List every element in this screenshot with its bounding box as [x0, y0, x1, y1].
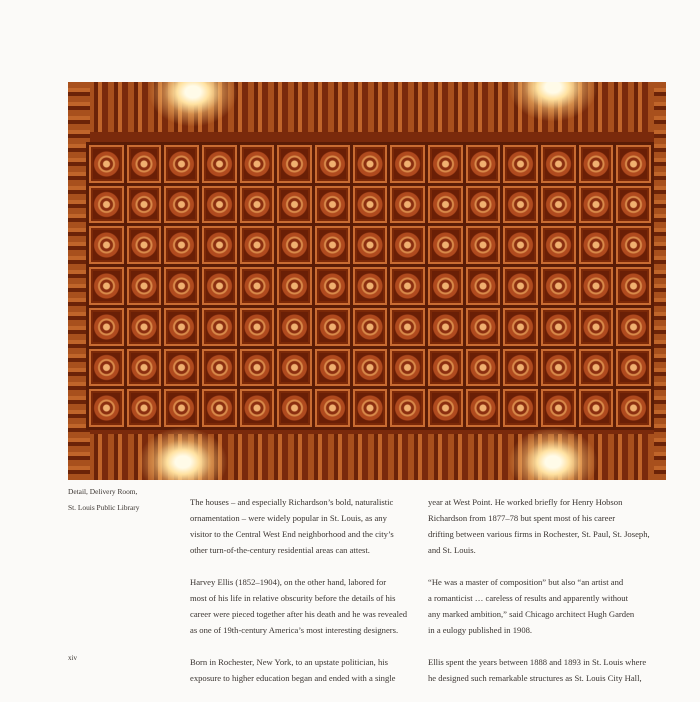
text-line: drifting between various firms in Rochester, St. Paul, St. Joseph,	[428, 529, 650, 539]
text-line: visitor to the Central West End neighborhood and the city’s	[190, 529, 394, 539]
coffer	[127, 389, 162, 427]
text-line: The houses – and especially Richardson’s bold, naturalistic	[190, 497, 394, 507]
text-line: other turn-of-the-century residential areas can attest.	[190, 545, 370, 555]
coffer	[277, 186, 312, 224]
photo-caption	[68, 484, 139, 516]
text-line: any marked ambition,” said Chicago architect Hugh Garden	[428, 609, 635, 619]
text-line: in a eulogy published in 1908.	[428, 625, 533, 635]
coffer	[616, 145, 651, 183]
coffer	[466, 186, 501, 224]
coffer	[579, 226, 614, 264]
coffer	[428, 145, 463, 183]
ceiling-photo	[68, 82, 666, 480]
coffer	[428, 267, 463, 305]
paragraph	[428, 654, 650, 686]
text-line: year at West Point. He worked briefly for Henry Hobson	[428, 497, 623, 507]
coffer	[240, 389, 275, 427]
coffer	[390, 308, 425, 346]
coffer	[579, 145, 614, 183]
coffer	[541, 389, 576, 427]
coffer	[240, 267, 275, 305]
coffer	[503, 308, 538, 346]
coffer	[164, 226, 199, 264]
coffer	[616, 349, 651, 387]
coffer	[315, 308, 350, 346]
text-column-2	[428, 494, 650, 702]
coffer	[541, 349, 576, 387]
coffer	[428, 308, 463, 346]
coffer	[390, 226, 425, 264]
coffer	[277, 349, 312, 387]
coffer	[353, 186, 388, 224]
coffer	[202, 349, 237, 387]
coffer	[164, 349, 199, 387]
ceiling-frieze-right	[654, 82, 666, 480]
coffer	[541, 145, 576, 183]
text-line: most of his life in relative obscurity before the details of his	[190, 593, 396, 603]
coffer	[202, 308, 237, 346]
coffer	[202, 226, 237, 264]
coffer	[277, 267, 312, 305]
coffer	[466, 308, 501, 346]
caption-line: Detail, Delivery Room,	[68, 487, 138, 496]
coffer	[89, 186, 124, 224]
coffer	[541, 226, 576, 264]
text-line: “He was a master of composition” but also “an artist and	[428, 577, 624, 587]
coffer	[315, 267, 350, 305]
coffer	[616, 267, 651, 305]
coffer	[89, 308, 124, 346]
coffer	[428, 226, 463, 264]
coffer	[164, 308, 199, 346]
coffer	[353, 145, 388, 183]
text-line: Born in Rochester, New York, to an upstate politician, his	[190, 657, 389, 667]
coffer	[466, 226, 501, 264]
coffer	[390, 389, 425, 427]
coffer	[277, 226, 312, 264]
coffer	[353, 226, 388, 264]
coffer	[277, 389, 312, 427]
coffer	[240, 145, 275, 183]
coffer	[466, 349, 501, 387]
coffer	[428, 389, 463, 427]
coffer	[240, 349, 275, 387]
coffer	[503, 267, 538, 305]
text-line: he designed such remarkable structures as St. Louis City Hall,	[428, 673, 642, 683]
paragraph	[190, 654, 407, 686]
coffer	[277, 308, 312, 346]
coffer	[353, 349, 388, 387]
coffer	[579, 349, 614, 387]
text-column-1	[190, 494, 407, 702]
coffer	[315, 389, 350, 427]
coffer	[541, 308, 576, 346]
coffer	[353, 267, 388, 305]
coffer-grid	[86, 142, 654, 430]
text-line: a romanticist … careless of results and apparently without	[428, 593, 628, 603]
coffer	[164, 145, 199, 183]
coffer	[202, 145, 237, 183]
text-line: exposure to higher education began and ended with a single	[190, 673, 396, 683]
paragraph	[428, 494, 650, 558]
coffer	[127, 267, 162, 305]
coffer	[202, 389, 237, 427]
coffer	[616, 308, 651, 346]
coffer	[240, 308, 275, 346]
coffer	[616, 226, 651, 264]
coffer	[164, 389, 199, 427]
coffer	[428, 186, 463, 224]
coffer	[541, 186, 576, 224]
coffer	[466, 267, 501, 305]
text-line: as one of 19th-century America’s most interesting designers.	[190, 625, 399, 635]
coffer	[315, 349, 350, 387]
caption-line: St. Louis Public Library	[68, 503, 140, 512]
coffer	[353, 308, 388, 346]
coffer	[127, 145, 162, 183]
coffer	[89, 349, 124, 387]
coffer	[89, 145, 124, 183]
coffer	[127, 226, 162, 264]
coffer	[466, 389, 501, 427]
coffer	[579, 186, 614, 224]
text-line: Harvey Ellis (1852–1904), on the other hand, labored for	[190, 577, 387, 587]
coffer	[164, 267, 199, 305]
coffer	[390, 186, 425, 224]
coffer	[503, 349, 538, 387]
coffer	[541, 267, 576, 305]
coffer	[127, 186, 162, 224]
coffer	[503, 389, 538, 427]
coffer	[353, 389, 388, 427]
coffer	[315, 186, 350, 224]
text-line: ornamentation – were widely popular in St. Louis, as any	[190, 513, 387, 523]
coffer	[503, 145, 538, 183]
coffer	[89, 267, 124, 305]
coffer	[240, 226, 275, 264]
text-line: Ellis spent the years between 1888 and 1893 in St. Louis where	[428, 657, 647, 667]
coffer	[164, 186, 199, 224]
coffer	[579, 308, 614, 346]
coffer	[616, 186, 651, 224]
coffer	[503, 226, 538, 264]
coffer	[240, 186, 275, 224]
coffer	[277, 145, 312, 183]
coffer	[202, 267, 237, 305]
text-line: career were pieced together after his death and he was revealed	[190, 609, 408, 619]
coffer	[428, 349, 463, 387]
coffer	[202, 186, 237, 224]
page-number: xiv	[68, 654, 77, 662]
coffer	[390, 145, 425, 183]
coffer	[127, 349, 162, 387]
coffer	[315, 145, 350, 183]
coffer	[127, 308, 162, 346]
paragraph	[428, 574, 650, 638]
text-line: Richardson from 1877–78 but spent most of his career	[428, 513, 616, 523]
coffer	[579, 267, 614, 305]
coffer	[390, 349, 425, 387]
coffer	[89, 389, 124, 427]
coffer	[579, 389, 614, 427]
coffer	[315, 226, 350, 264]
coffer	[466, 145, 501, 183]
coffer	[503, 186, 538, 224]
coffer	[89, 226, 124, 264]
coffer	[616, 389, 651, 427]
text-line: and St. Louis.	[428, 545, 476, 555]
paragraph	[190, 574, 407, 638]
coffer	[390, 267, 425, 305]
paragraph	[190, 494, 407, 558]
